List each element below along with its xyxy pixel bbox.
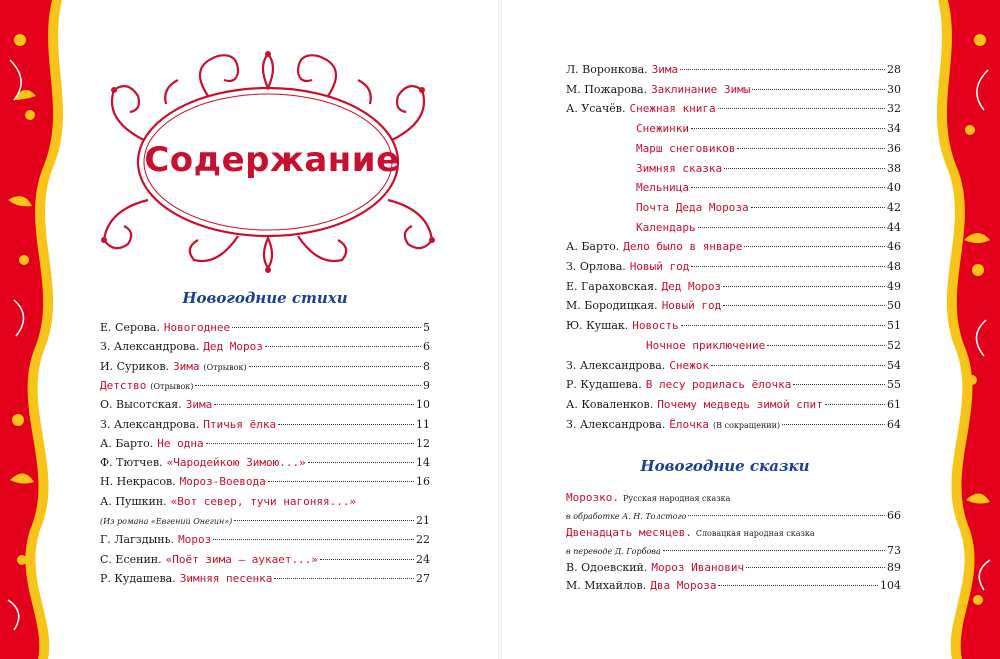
entry-title: Новый год bbox=[629, 260, 690, 273]
entry-author: С. Есенин. bbox=[100, 552, 162, 566]
dot-leader bbox=[232, 327, 421, 328]
entry-page-number: 28 bbox=[887, 63, 901, 76]
entry-page-number: 12 bbox=[416, 436, 430, 450]
dot-leader bbox=[746, 567, 885, 568]
entry-title: Мороз-Воевода bbox=[179, 475, 266, 489]
dot-leader bbox=[214, 404, 414, 405]
dot-leader bbox=[767, 345, 885, 346]
dot-leader bbox=[698, 227, 885, 228]
toc-entry bbox=[566, 180, 901, 196]
entry-title: Морозко. bbox=[566, 491, 619, 504]
entry-title: Двенадцать месяцев. bbox=[566, 526, 692, 539]
entry-title: Дело было в январе bbox=[623, 240, 743, 254]
entry-title: Новость bbox=[632, 319, 679, 333]
entry-page-number: 104 bbox=[880, 578, 901, 592]
entry-author: Н. Некрасов. bbox=[100, 475, 176, 489]
toc-entry bbox=[566, 358, 901, 374]
toc-entry bbox=[100, 455, 430, 471]
toc-entry bbox=[566, 508, 901, 524]
entry-author: А. Коваленков. bbox=[566, 397, 654, 411]
entry-note: Словацкая народная сказка bbox=[695, 529, 815, 538]
entry-page-number: 21 bbox=[416, 514, 430, 527]
entry-page-number: 46 bbox=[887, 240, 901, 254]
entry-page-number: 52 bbox=[887, 338, 901, 352]
entry-title: Зимняя сказка bbox=[636, 161, 723, 175]
dot-leader bbox=[234, 520, 414, 521]
toc-entry bbox=[566, 121, 901, 137]
dot-leader bbox=[308, 462, 414, 463]
toc-entry bbox=[566, 101, 901, 117]
toc-entry bbox=[100, 417, 430, 433]
entry-page-number: 49 bbox=[887, 279, 901, 293]
toc-entry bbox=[566, 298, 901, 314]
toc-entry bbox=[566, 62, 901, 78]
entry-author: Ю. Кушак. bbox=[566, 319, 629, 333]
entry-page-number: 64 bbox=[887, 417, 901, 431]
entry-title: Зима bbox=[173, 359, 200, 373]
entry-subtitle: в переводе Д. Горбова bbox=[566, 546, 661, 556]
dot-leader bbox=[711, 365, 885, 366]
entry-author: Г. Лагздынь. bbox=[100, 533, 175, 547]
toc-entry bbox=[566, 141, 901, 157]
entry-author: И. Суриков. bbox=[100, 359, 170, 373]
entry-author: М. Бородицкая. bbox=[566, 299, 658, 313]
dot-leader bbox=[680, 69, 885, 70]
toc-entry bbox=[100, 378, 430, 394]
dot-leader bbox=[782, 424, 885, 425]
toc-entry bbox=[100, 474, 430, 490]
dot-leader bbox=[752, 89, 885, 90]
entry-title: Дед Мороз bbox=[661, 279, 722, 293]
entry-page-number: 8 bbox=[423, 359, 430, 373]
entry-page-number: 34 bbox=[887, 122, 901, 136]
entry-page-number: 89 bbox=[887, 561, 901, 574]
entry-page-number: 44 bbox=[887, 220, 901, 234]
toc-entry bbox=[566, 220, 901, 236]
entry-page-number: 10 bbox=[416, 398, 430, 412]
left-floral-border bbox=[0, 0, 90, 659]
entry-note: Русская народная сказка bbox=[622, 494, 731, 503]
entry-page-number: 48 bbox=[887, 260, 901, 273]
entry-page-number: 66 bbox=[887, 508, 901, 522]
toc-entry bbox=[100, 436, 430, 452]
dot-leader bbox=[681, 325, 885, 326]
entry-title: «Вот север, тучи нагоняя...» bbox=[170, 494, 357, 508]
entry-title: Снежная книга bbox=[629, 102, 716, 116]
entry-page-number: 36 bbox=[887, 141, 901, 155]
toc-entry bbox=[566, 377, 901, 393]
entry-page-number: 30 bbox=[887, 82, 901, 96]
toc-entry bbox=[100, 571, 430, 587]
entry-author: А. Барто. bbox=[100, 436, 154, 450]
toc-entry bbox=[566, 318, 901, 334]
dot-leader bbox=[691, 187, 885, 188]
toc-entry bbox=[100, 359, 430, 375]
dot-leader bbox=[718, 108, 885, 109]
entry-subtitle: в обработке А. Н. Толстого bbox=[566, 511, 687, 521]
entry-author: Л. Воронкова. bbox=[566, 63, 648, 76]
toc-entry bbox=[566, 543, 901, 559]
toc-entry bbox=[100, 494, 430, 510]
entry-author: З. Александрова. bbox=[100, 340, 200, 354]
dot-leader bbox=[718, 585, 878, 586]
entry-title: Мороз bbox=[178, 533, 212, 547]
toc-entry bbox=[566, 279, 901, 295]
entry-title: Не одна bbox=[157, 436, 204, 450]
dot-leader bbox=[751, 207, 885, 208]
entry-page-number: 14 bbox=[416, 456, 430, 470]
entry-author: З. Александрова. bbox=[100, 417, 200, 431]
entry-page-number: 32 bbox=[887, 102, 901, 116]
toc-entry bbox=[566, 490, 901, 506]
toc-entry bbox=[100, 397, 430, 413]
entry-author: О. Высотская. bbox=[100, 398, 182, 412]
dot-leader bbox=[825, 404, 885, 405]
book-gutter bbox=[498, 0, 502, 659]
entry-page-number: 42 bbox=[887, 200, 901, 214]
section-heading-tales: Новогодние сказки bbox=[640, 457, 810, 475]
entry-page-number: 24 bbox=[416, 552, 430, 566]
entry-author: М. Пожарова. bbox=[566, 82, 648, 96]
toc-entry bbox=[566, 259, 901, 275]
dot-leader bbox=[691, 266, 885, 267]
entry-title: В лесу родилась ёлочка bbox=[645, 378, 792, 392]
entry-page-number: 54 bbox=[887, 358, 901, 372]
entry-author: М. Михайлов. bbox=[566, 578, 647, 592]
entry-title: Календарь bbox=[636, 220, 696, 234]
toc-list-tales bbox=[566, 490, 901, 600]
entry-title: «Чародейкою Зимою...» bbox=[166, 456, 306, 470]
entry-page-number: 16 bbox=[416, 475, 430, 489]
entry-title: Зима bbox=[185, 398, 213, 412]
entry-title: «Поёт зима — аукает...» bbox=[165, 552, 318, 566]
dot-leader bbox=[688, 515, 885, 516]
entry-page-number: 73 bbox=[887, 543, 901, 557]
entry-author: Р. Кудашева. bbox=[100, 571, 176, 585]
entry-page-number: 27 bbox=[416, 571, 430, 585]
entry-page-number: 40 bbox=[887, 181, 901, 195]
entry-title: Мельница bbox=[636, 181, 689, 195]
entry-title: Птичья ёлка bbox=[203, 417, 277, 431]
entry-page-number: 51 bbox=[887, 319, 901, 333]
entry-title: Два Мороза bbox=[650, 578, 717, 592]
entry-page-number: 50 bbox=[887, 299, 901, 313]
toc-entry bbox=[566, 200, 901, 216]
dot-leader bbox=[793, 384, 885, 385]
dot-leader bbox=[265, 346, 421, 347]
dot-leader bbox=[737, 148, 885, 149]
toc-entry bbox=[100, 513, 430, 529]
entry-title: Снежинки bbox=[636, 122, 689, 136]
toc-entry bbox=[566, 397, 901, 413]
entry-title: Ночное приключение bbox=[646, 338, 766, 352]
entry-author: З. Александрова. bbox=[566, 358, 666, 372]
toc-entry bbox=[566, 417, 901, 433]
entry-page-number: 9 bbox=[423, 378, 430, 392]
toc-entry bbox=[566, 560, 901, 576]
entry-page-number: 22 bbox=[416, 533, 430, 547]
entry-note: (Отрывок) bbox=[203, 362, 247, 372]
entry-author: А. Усачёв. bbox=[566, 102, 626, 116]
entry-author: А. Барто. bbox=[566, 240, 620, 254]
dot-leader bbox=[206, 443, 414, 444]
entry-title: Мороз Иванович bbox=[651, 561, 745, 574]
entry-author: Е. Гараховская. bbox=[566, 279, 658, 293]
toc-entry bbox=[566, 239, 901, 255]
entry-title: Ёлочка bbox=[669, 417, 710, 431]
dot-leader bbox=[278, 424, 414, 425]
entry-page-number: 11 bbox=[416, 417, 430, 431]
entry-author: Ф. Тютчев. bbox=[100, 456, 163, 470]
entry-note: (В сокращении) bbox=[713, 420, 781, 430]
toc-entry bbox=[566, 82, 901, 98]
toc-entry bbox=[100, 320, 430, 336]
entry-subtitle: (Из романа «Евгений Онегин») bbox=[100, 517, 233, 526]
dot-leader bbox=[663, 550, 885, 551]
entry-page-number: 5 bbox=[423, 321, 430, 334]
entry-page-number: 61 bbox=[887, 397, 901, 411]
dot-leader bbox=[691, 128, 885, 129]
entry-title: Новогоднее bbox=[163, 321, 231, 334]
entry-author: В. Одоевский. bbox=[566, 561, 648, 574]
entry-author: Р. Кудашева. bbox=[566, 378, 642, 392]
entry-author: Е. Серова. bbox=[100, 321, 160, 334]
dot-leader bbox=[274, 578, 414, 579]
toc-entry bbox=[100, 552, 430, 568]
dot-leader bbox=[724, 168, 885, 169]
page-title: Содержание bbox=[144, 140, 400, 180]
entry-title: Детство bbox=[100, 378, 147, 392]
right-floral-border bbox=[908, 0, 1000, 659]
toc-entry bbox=[100, 339, 430, 355]
entry-page-number: 55 bbox=[887, 378, 901, 392]
entry-page-number: 38 bbox=[887, 161, 901, 175]
dot-leader bbox=[195, 385, 421, 386]
entry-title: Снежок bbox=[669, 358, 710, 372]
dot-leader bbox=[744, 246, 885, 247]
toc-list-right bbox=[566, 62, 901, 442]
toc-entry bbox=[566, 525, 901, 541]
entry-title: Новый год bbox=[661, 299, 722, 313]
entry-author: З. Орлова. bbox=[566, 260, 626, 273]
entry-title: Почта Деда Мороза bbox=[636, 200, 749, 214]
dot-leader bbox=[723, 286, 885, 287]
entry-title: Заклинание Зимы bbox=[651, 82, 751, 96]
dot-leader bbox=[268, 481, 414, 482]
toc-entry bbox=[100, 532, 430, 548]
toc-entry bbox=[566, 578, 901, 594]
dot-leader bbox=[723, 305, 885, 306]
dot-leader bbox=[213, 539, 414, 540]
entry-title: Марш снеговиков bbox=[636, 141, 736, 155]
dot-leader bbox=[249, 366, 421, 367]
section-heading-poems: Новогодние стихи bbox=[182, 289, 348, 307]
entry-author: А. Пушкин. bbox=[100, 494, 167, 508]
entry-page-number: 6 bbox=[423, 340, 430, 354]
toc-entry bbox=[566, 338, 901, 354]
entry-title: Зима bbox=[651, 63, 679, 76]
entry-title: Дед Мороз bbox=[203, 340, 263, 354]
entry-title: Зимняя песенка bbox=[179, 571, 273, 585]
dot-leader bbox=[320, 559, 414, 560]
toc-entry bbox=[566, 161, 901, 177]
entry-note: (Отрывок) bbox=[150, 381, 194, 391]
entry-title: Почему медведь зимой спит bbox=[657, 397, 823, 411]
entry-author: З. Александрова. bbox=[566, 417, 666, 431]
toc-list-left bbox=[100, 320, 430, 600]
